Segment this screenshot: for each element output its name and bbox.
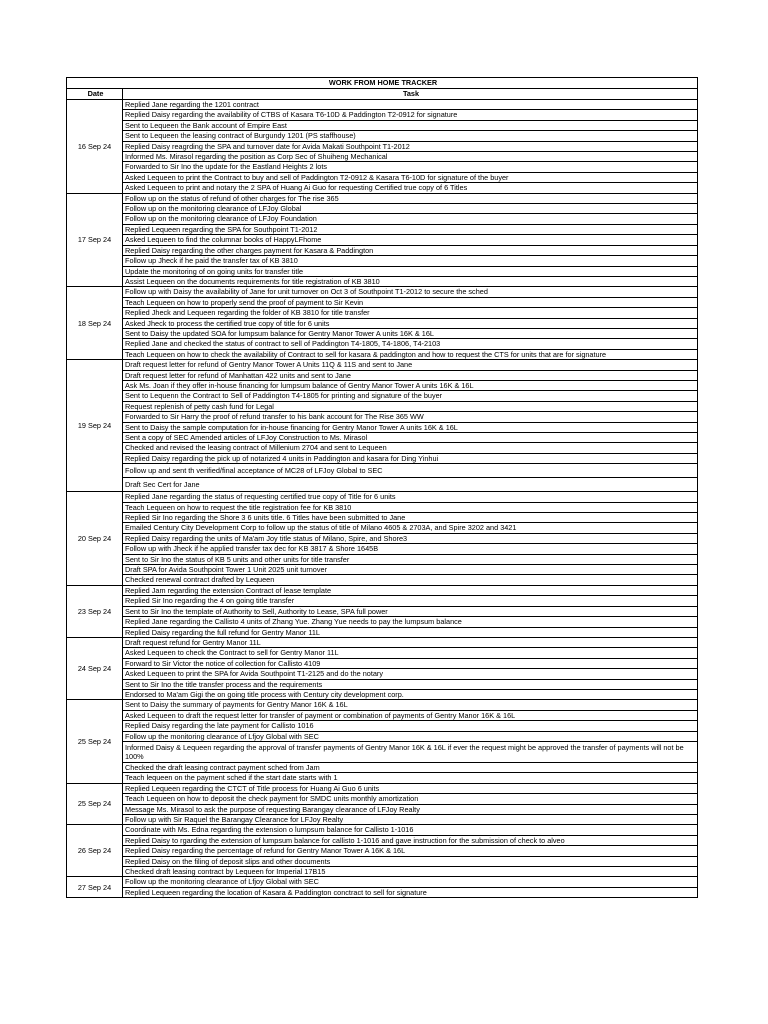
task-row xyxy=(67,762,698,772)
task-cell: Replied Daisy to rgarding the extension of lumpsum balance for callisto 1-1016 and gave instruction for the submission of check to alveo xyxy=(123,835,698,845)
task-cell: Asked Jheck to process the certified true copy of title for 6 units xyxy=(123,318,698,328)
date-cell: 19 Sep 24 xyxy=(67,360,123,492)
task-row xyxy=(67,721,698,731)
task-cell: Teach Lequeen on how to request the title registration fee for KB 3810 xyxy=(123,502,698,512)
task-row xyxy=(67,162,698,172)
task-row xyxy=(67,731,698,741)
date-cell: 18 Sep 24 xyxy=(67,287,123,360)
task-cell: Checked and revised the leasing contract of Millenium 2704 and sent to Lequeen xyxy=(123,443,698,453)
task-row xyxy=(67,422,698,432)
task-cell: Teach lequeen on the payment sched if the start date starts with 1 xyxy=(123,773,698,783)
task-cell: Follow up with Jheck if he applied transfer tax dec for KB 3817 & Shore 1645B xyxy=(123,544,698,554)
task-row xyxy=(67,658,698,668)
task-cell: Asked Lequeen to print and notary the 2 SPA of Huang Ai Guo for requesting Certified true copy of 6 Titles xyxy=(123,183,698,193)
task-row xyxy=(67,245,698,255)
task-row xyxy=(67,794,698,804)
task-row xyxy=(67,544,698,554)
task-cell: Replied Daisy reagrding the SPA and turnover date for Avida Makati Southpoint T1-2012 xyxy=(123,141,698,151)
task-cell: Informed Daisy & Lequeen regarding the approval of transfer payments of Gentry Manor 16K & 16L if ever the request might be approved the transfer of payments will not be 100% xyxy=(123,741,698,762)
task-cell: Replied Jane and checked the status of contract to sell of Paddington T4-1805, T4-1806, T4-2103 xyxy=(123,339,698,349)
task-row xyxy=(67,100,698,110)
task-cell: Emailed Century City Development Corp to follow up the status of title of Milano 4605 & 2703A, and Spire 3202 and 3421 xyxy=(123,523,698,533)
task-cell: Replied Jane regarding the status of requesting certified true copy of Title for 6 units xyxy=(123,492,698,502)
task-cell: Replied Lequeen regarding the SPA for Southpoint T1-2012 xyxy=(123,224,698,234)
task-row xyxy=(67,349,698,359)
task-row xyxy=(67,339,698,349)
task-row xyxy=(67,835,698,845)
task-row xyxy=(67,464,698,478)
task-row xyxy=(67,453,698,463)
task-cell: Teach Lequeen on how to deposit the check payment for SMDC units monthly amortization xyxy=(123,794,698,804)
task-cell: Follow up the monitoring clearance of Lfjoy Global with SEC xyxy=(123,731,698,741)
task-row xyxy=(67,815,698,825)
task-cell: Informed Ms. Mirasol regarding the position as Corp Sec of Shuiheng Mechanical xyxy=(123,152,698,162)
task-cell: Follow up Jheck if he paid the transfer tax of KB 3810 xyxy=(123,256,698,266)
task-cell: Sent to Lequeen the Bank account of Empire East xyxy=(123,120,698,130)
task-row xyxy=(67,214,698,224)
task-cell: Sent to Lequenn the Contract to Sell of Paddington T4-1805 for printing and signature of the buyer xyxy=(123,391,698,401)
task-row xyxy=(67,360,698,370)
task-row xyxy=(67,380,698,390)
task-cell: Sent to Sir Ino the title transfer process and the requirements xyxy=(123,679,698,689)
task-cell: Replied Lequeen regarding the location of Kasara & Paddington conctract to sell for signature xyxy=(123,887,698,897)
task-cell: Replied Sir Ino regarding the 4 on going title transfer xyxy=(123,596,698,606)
task-cell: Draft Sec Cert for Jane xyxy=(123,478,698,492)
task-cell: Replied Sir Ino regarding the Shore 3 6 units title. 6 Titles have been submitted to Jane xyxy=(123,513,698,523)
task-cell: Replied Daisy on the filing of deposit slips and other documents xyxy=(123,856,698,866)
task-cell: Coordinate with Ms. Edna regarding the extension o lumpsum balance for Callisto 1-1016 xyxy=(123,825,698,835)
task-cell: Sent to Daisy the updated SOA for lumpsum balance for Gentry Manor Tower A units 16K & 16L xyxy=(123,328,698,338)
task-cell: Draft request letter for refund of Gentry Manor Tower A Units 11Q & 11S and sent to Jane xyxy=(123,360,698,370)
task-row xyxy=(67,370,698,380)
date-cell: 17 Sep 24 xyxy=(67,193,123,287)
task-cell: Checked the draft leasing contract payment sched from Jam xyxy=(123,762,698,772)
task-cell: Follow up on the status of refund of other charges for The rise 365 xyxy=(123,193,698,203)
task-cell: Asked Lequeen to print the SPA for Avida Southpoint T1-2125 and do the notary xyxy=(123,669,698,679)
task-row xyxy=(67,846,698,856)
task-row xyxy=(67,856,698,866)
task-cell: Replied Lequeen regarding the CTCT of Title process for Huang Ai Guo 6 units xyxy=(123,783,698,793)
task-row xyxy=(67,443,698,453)
task-cell: Replied Daisy regarding the pick up of notarized 4 units in Paddington and kasara for Ding Yinhui xyxy=(123,453,698,463)
task-cell: Follow up the monitoring clearance of Lfjoy Global with SEC xyxy=(123,877,698,887)
task-cell: Teach Lequeen on how to check the availability of Contract to sell for kasara & paddington and how to request the CTS for units that are for signature xyxy=(123,349,698,359)
task-row xyxy=(67,110,698,120)
date-cell: 25 Sep 24 xyxy=(67,700,123,783)
task-row xyxy=(67,596,698,606)
task-row xyxy=(67,773,698,783)
task-row xyxy=(67,204,698,214)
task-row xyxy=(67,183,698,193)
task-cell: Request replenish of petty cash fund for Legal xyxy=(123,401,698,411)
task-cell: Replied Daisy regarding the late payment for Callisto 1016 xyxy=(123,721,698,731)
task-row xyxy=(67,741,698,762)
task-row xyxy=(67,152,698,162)
task-row xyxy=(67,492,698,502)
task-cell: Draft SPA for Avida Southpoint Tower 1 Unit 2025 unit turnover xyxy=(123,565,698,575)
task-cell: Follow up on the monitoring clearance of LFJoy Global xyxy=(123,204,698,214)
task-row xyxy=(67,700,698,710)
task-cell: Checked renewal contract drafted by Lequeen xyxy=(123,575,698,585)
task-row xyxy=(67,318,698,328)
task-cell: Replied Daisy regarding the other charges payment for Kasara & Paddington xyxy=(123,245,698,255)
task-cell: Assist Lequeen on the documents requirements for title registration of KB 3810 xyxy=(123,276,698,286)
task-row xyxy=(67,867,698,877)
task-cell: Replied Jane regarding the 1201 contract xyxy=(123,100,698,110)
task-row xyxy=(67,412,698,422)
task-row xyxy=(67,172,698,182)
task-cell: Follow up with Daisy the availability of Jane for unit turnover on Oct 3 of Southpoint T1-2012 to secure the sched xyxy=(123,287,698,297)
task-cell: Sent to Sir Ino the status of KB 5 units and other units for title transfer xyxy=(123,554,698,564)
task-row xyxy=(67,391,698,401)
date-cell: 16 Sep 24 xyxy=(67,100,123,194)
task-row xyxy=(67,141,698,151)
task-row xyxy=(67,669,698,679)
task-cell: Forwarded to Sir Ino the update for the Eastland Heights 2 lots xyxy=(123,162,698,172)
task-row xyxy=(67,478,698,492)
task-row xyxy=(67,710,698,720)
task-cell: Sent to Lequeen the leasing contract of Burgundy 1201 (PS staffhouse) xyxy=(123,131,698,141)
task-cell: Draft request letter for refund of Manhattan 422 units and sent to Jane xyxy=(123,370,698,380)
date-cell: 26 Sep 24 xyxy=(67,825,123,877)
task-row xyxy=(67,297,698,307)
date-cell: 20 Sep 24 xyxy=(67,492,123,586)
task-row xyxy=(67,877,698,887)
task-cell: Replied Daisy regarding the full refund for Gentry Manor 11L xyxy=(123,627,698,637)
task-row xyxy=(67,825,698,835)
task-cell: Draft request refund for Gentry Manor 11L xyxy=(123,637,698,647)
task-cell: Replied Jam regarding the extension Contract of lease template xyxy=(123,585,698,595)
task-cell: Update the monitoring of on going units for transfer title xyxy=(123,266,698,276)
task-cell: Asked Lequeen to draft the request letter for transfer of payment or combination of payments of Gentry Manor 16K & 16L xyxy=(123,710,698,720)
task-row xyxy=(67,193,698,203)
task-cell: Follow up on the monitoring clearance of LFJoy Foundation xyxy=(123,214,698,224)
task-cell: Replied Daisy regarding the percentage of refund for Gentry Manor Tower A 16K & 16L xyxy=(123,846,698,856)
date-column-header: Date xyxy=(67,89,123,100)
task-row xyxy=(67,523,698,533)
tracker-body xyxy=(67,100,698,898)
task-row xyxy=(67,235,698,245)
task-cell: Sent to Daisy the sample computation for in-house financing for Gentry Manor Tower A units 16K & 16L xyxy=(123,422,698,432)
tracker-title: WORK FROM HOME TRACKER xyxy=(67,78,698,89)
task-cell: Replied Jane regarding the Callisto 4 units of Zhang Yue. Zhang Yue needs to pay the lumpsum balance xyxy=(123,617,698,627)
task-column-header: Task xyxy=(123,89,698,100)
date-cell: 27 Sep 24 xyxy=(67,877,123,898)
task-cell: Follow up and sent th verified/final acceptance of MC28 of LFJoy Global to SEC xyxy=(123,464,698,478)
task-row xyxy=(67,308,698,318)
task-cell: Message Ms. Mirasol to ask the purpose of requesting Barangay clearance of LFJoy Realty xyxy=(123,804,698,814)
task-row xyxy=(67,131,698,141)
task-row xyxy=(67,783,698,793)
task-row xyxy=(67,256,698,266)
task-cell: Asked Lequeen to check the Contract to sell for Gentry Manor 11L xyxy=(123,648,698,658)
task-cell: Replied Daisy regarding the units of Ma'am Joy title status of Milano, Spire, and Shore3 xyxy=(123,533,698,543)
task-row xyxy=(67,224,698,234)
date-cell: 25 Sep 24 xyxy=(67,783,123,825)
task-cell: Replied Daisy regarding the availability of CTBS of Kasara T6-10D & Paddington T2-0912 for signature xyxy=(123,110,698,120)
task-cell: Forwarded to Sir Harry the proof of refund transfer to his bank account for The Rise 365 WW xyxy=(123,412,698,422)
task-row xyxy=(67,606,698,616)
task-cell: Asked Lequeen to print the Contract to buy and sell of Paddington T2-0912 & Kasara T6-10D for signature of the buyer xyxy=(123,172,698,182)
task-row xyxy=(67,120,698,130)
task-cell: Forward to Sir Victor the notice of collection for Callisto 4109 xyxy=(123,658,698,668)
task-row xyxy=(67,328,698,338)
task-row xyxy=(67,533,698,543)
task-row xyxy=(67,627,698,637)
date-cell: 23 Sep 24 xyxy=(67,585,123,637)
task-cell: Asked Lequeen to find the columnar books of HappyLFhome xyxy=(123,235,698,245)
task-cell: Sent a copy of SEC Amended articles of LFJoy Construction to Ms. Mirasol xyxy=(123,433,698,443)
task-cell: Ask Ms. Joan if they offer in-house financing for lumpsum balance of Gentry Manor Tower A units 16K & 16L xyxy=(123,380,698,390)
task-cell: Follow up with Sir Raquel the Barangay Clearance for LFJoy Realty xyxy=(123,815,698,825)
task-row xyxy=(67,689,698,699)
task-row xyxy=(67,585,698,595)
task-row xyxy=(67,401,698,411)
date-cell: 24 Sep 24 xyxy=(67,637,123,699)
task-row xyxy=(67,648,698,658)
header-row xyxy=(67,89,698,100)
task-row xyxy=(67,637,698,647)
task-row xyxy=(67,554,698,564)
task-row xyxy=(67,679,698,689)
task-cell: Sent to Daisy the summary of payments for Gentry Manor 16K & 16L xyxy=(123,700,698,710)
task-cell: Replied Jheck and Lequeen regarding the folder of KB 3810 for title transfer xyxy=(123,308,698,318)
task-row xyxy=(67,617,698,627)
task-row xyxy=(67,502,698,512)
task-row xyxy=(67,266,698,276)
task-cell: Teach Lequeen on how to properly send the proof of payment to Sir Kevin xyxy=(123,297,698,307)
task-row xyxy=(67,287,698,297)
task-row xyxy=(67,513,698,523)
task-row xyxy=(67,433,698,443)
task-row xyxy=(67,276,698,286)
task-row xyxy=(67,565,698,575)
task-cell: Sent to Sir Ino the template of Authority to Sell, Authority to Lease, SPA full power xyxy=(123,606,698,616)
task-row xyxy=(67,887,698,897)
task-row xyxy=(67,804,698,814)
title-row xyxy=(67,78,698,89)
task-cell: Checked draft leasing contract by Lequeen for Imperial 17B15 xyxy=(123,867,698,877)
task-row xyxy=(67,575,698,585)
work-from-home-tracker-table xyxy=(66,77,698,898)
task-cell: Endorsed to Ma'am Gigi the on going title process with Century city development corp. xyxy=(123,689,698,699)
